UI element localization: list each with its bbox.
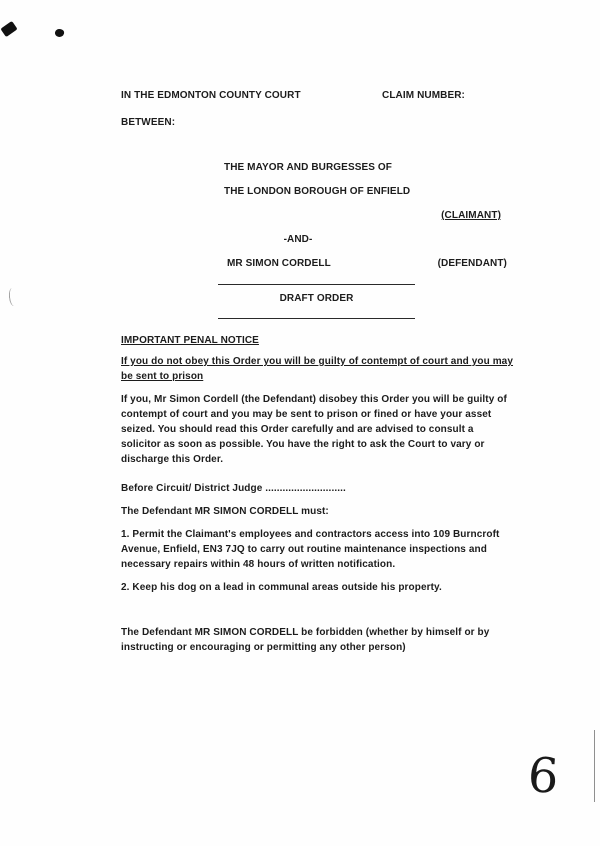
before-judge-line: Before Circuit/ District Judge ............................	[121, 483, 346, 494]
penal-notice-warning: If you do not obey this Order you will be guilty of contempt of court and you may be sent to prison	[121, 356, 514, 382]
penal-notice-heading: IMPORTANT PENAL NOTICE	[121, 335, 259, 346]
scan-artifact-edge-line	[594, 730, 595, 802]
handwritten-page-number: 6	[526, 747, 561, 805]
document-title: DRAFT ORDER	[279, 293, 354, 304]
claimant-name-line2: THE LONDON BOROUGH OF ENFIELD	[224, 186, 411, 197]
court-name: IN THE EDMONTON COUNTY COURT	[121, 90, 301, 101]
claimant-role-label: (CLAIMANT)	[441, 210, 501, 221]
document-content	[121, 88, 513, 655]
defendant-name: MR SIMON CORDELL	[227, 258, 331, 269]
horizontal-rule-top	[218, 284, 415, 285]
order-item-2: 2. Keep his dog on a lead in communal areas outside his property.	[121, 582, 442, 593]
and-separator: -AND-	[283, 234, 313, 245]
court-header-row	[121, 88, 513, 103]
between-label: BETWEEN:	[121, 117, 176, 128]
forbidden-intro: The Defendant MR SIMON CORDELL be forbidden (whether by himself or by instructing or encouraging or permitting any other person)	[121, 627, 490, 653]
scan-artifact-blob	[54, 28, 65, 38]
penal-notice-body: If you, Mr Simon Cordell (the Defendant) disobey this Order you will be guilty of contempt of court and you may be sent to prison or fined or have your asset seized. You should read this Order carefully and are advised to consult a solicitor as soon as possible. You have the right to ask the Court to vary or discharge this Order.	[121, 394, 507, 465]
defendant-role-label: (DEFENDANT)	[437, 258, 507, 269]
claimant-name-line1: THE MAYOR AND BURGESSES OF	[224, 162, 392, 173]
defendant-must-intro: The Defendant MR SIMON CORDELL must:	[121, 506, 329, 517]
scan-artifact-curve	[8, 288, 18, 307]
horizontal-rule-bottom	[218, 318, 415, 319]
defendant-row	[121, 256, 513, 271]
claimant-name-block	[224, 160, 513, 199]
scan-artifact-corner-mark	[0, 21, 17, 37]
claim-number-label: CLAIM NUMBER:	[382, 90, 465, 101]
order-item-1: 1. Permit the Claimant's employees and contractors access into 109 Burncroft Avenue, Enfield, EN3 7JQ to carry out routine maintenance inspections and necessary repairs within 48 hours of written notification.	[121, 529, 500, 570]
